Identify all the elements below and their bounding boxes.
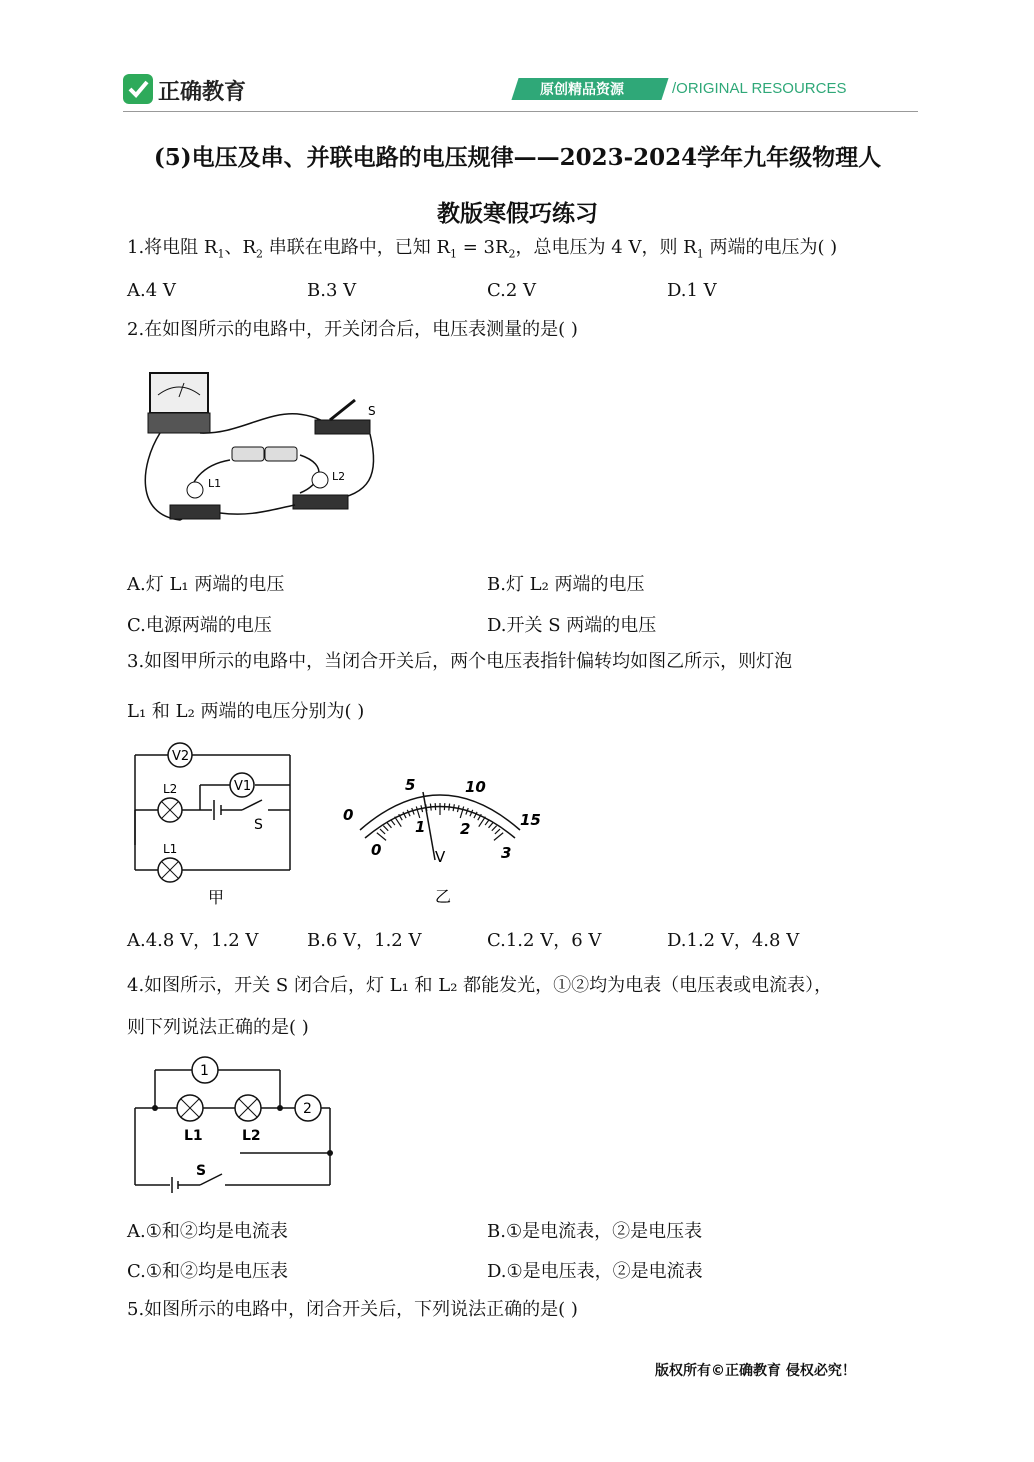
q2-option-a[interactable]: A.灯 L₁ 两端的电压	[127, 574, 285, 595]
q4-option-c[interactable]: C.①和②均是电压表	[127, 1261, 288, 1282]
q1-option-c[interactable]: C.2 V	[487, 280, 537, 301]
title-line-2: 教版寒假巧练习	[437, 200, 598, 227]
lamp-l1-symbol	[177, 1095, 203, 1144]
meter-tick	[489, 822, 494, 827]
q2-option-d[interactable]: D.开关 S 两端的电压	[487, 615, 657, 636]
v2-meter	[168, 743, 192, 767]
meter-tick	[383, 826, 388, 831]
svg-text:L2: L2	[163, 782, 178, 796]
q5-text: 5.如图所示的电路中，闭合开关后，下列说法正确的是( )	[127, 1299, 578, 1320]
meter-tick	[380, 829, 385, 834]
scale-top-10: 10	[465, 778, 486, 796]
svg-text:V2: V2	[172, 749, 190, 764]
page-title	[115, 130, 920, 242]
scale-top-5: 5	[405, 776, 416, 794]
svg-text:L1: L1	[208, 477, 222, 490]
q3-text-line-2: L₁ 和 L₂ 两端的电压分别为( )	[127, 701, 365, 722]
scale-bottom-2: 2	[460, 820, 471, 838]
label-yi: 乙	[435, 887, 452, 906]
svg-text:L1: L1	[163, 842, 178, 856]
label-jia: 甲	[208, 888, 225, 907]
switch-device	[315, 400, 376, 434]
q3-text-line-1: 3.如图甲所示的电路中，当闭合开关后，两个电压表指针偏转均如图乙所示，则灯泡	[127, 651, 793, 672]
lamp-l1	[170, 477, 221, 519]
q3-option-c[interactable]: C.1.2 V，6 V	[487, 930, 602, 951]
lamp-l1-symbol	[158, 842, 182, 882]
q4-option-d[interactable]: D.①是电压表，②是电流表	[487, 1261, 703, 1282]
q3-option-d[interactable]: D.1.2 V，4.8 V	[667, 930, 800, 951]
switch-label: S	[196, 1163, 207, 1179]
svg-text:L2: L2	[242, 1128, 261, 1144]
q2-option-b[interactable]: B.灯 L₂ 两端的电压	[487, 574, 645, 595]
q1-option-d[interactable]: D.1 V	[667, 280, 717, 301]
banner-cn: 原创精品资源	[540, 82, 624, 98]
logo-text: 正确教育	[158, 80, 247, 105]
scale-bottom-0: 0	[371, 841, 382, 859]
q3-option-a[interactable]: A.4.8 V，1.2 V	[127, 930, 259, 951]
meter-tick	[449, 804, 450, 811]
meter-tick	[387, 822, 392, 827]
switch-label: S	[254, 817, 263, 833]
scale-bottom-1: 1	[415, 818, 426, 836]
q3-meter-yi	[335, 770, 555, 910]
q2-circuit-figure	[130, 365, 380, 535]
meter-tick	[492, 826, 497, 831]
header-divider	[123, 111, 918, 112]
svg-text:V1: V1	[234, 779, 252, 794]
logo-check-icon	[123, 74, 153, 104]
meter-tick	[430, 804, 431, 811]
q2-option-c[interactable]: C.电源两端的电压	[127, 615, 272, 636]
q1-option-a[interactable]: A.4 V	[127, 280, 176, 301]
q1-text: 1.将电阻 $R_1$、$R_2$ 串联在电路中，已知 $R_1 = 3R_2$，总电压为 4 V，则 $R_1$ 两端的电压为( )	[127, 237, 838, 261]
q1-option-b[interactable]: B.3 V	[307, 280, 357, 301]
q4-option-a[interactable]: A.①和②均是电流表	[127, 1221, 288, 1242]
banner-en: /ORIGINAL RESOURCES	[672, 80, 847, 97]
scale-top-15: 15	[520, 811, 541, 829]
q4-text-line-2: 则下列说法正确的是( )	[127, 1017, 309, 1038]
scale-bottom-3: 3	[501, 844, 512, 862]
svg-text:1: 1	[200, 1063, 209, 1079]
scale-top-0: 0	[343, 806, 354, 824]
meter-tick	[485, 819, 489, 825]
v1-meter	[230, 773, 254, 797]
footer-copyright: 版权所有©正确教育 侵权必究！	[655, 1363, 856, 1379]
meter-tick	[479, 817, 486, 827]
lamp-l2-symbol	[158, 782, 182, 822]
voltmeter-device	[148, 373, 210, 433]
meter-tick	[391, 819, 395, 825]
q2-text: 2.在如图所示的电路中，开关闭合后，电压表测量的是( )	[127, 319, 578, 340]
meter-unit: V	[435, 848, 446, 866]
lamp-l2-symbol	[235, 1095, 261, 1144]
q3-circuit-jia	[130, 735, 310, 910]
meter-tick	[453, 804, 454, 811]
meter-tick	[495, 829, 500, 834]
meter-1	[192, 1057, 218, 1083]
svg-text:S: S	[368, 404, 376, 418]
lamp-l2	[293, 470, 348, 509]
q4-text-line-1: 4.如图所示，开关 S 闭合后，灯 L₁ 和 L₂ 都能发光，①②均为电表（电压表或电流表），	[127, 975, 833, 996]
meter-tick	[457, 805, 459, 812]
svg-text:2: 2	[303, 1101, 312, 1117]
q4-circuit-figure	[130, 1050, 345, 1200]
q4-option-b[interactable]: B.①是电流表，②是电压表	[487, 1221, 703, 1242]
meter-tick	[421, 805, 423, 812]
svg-text:L2: L2	[332, 470, 346, 483]
meter-tick	[395, 817, 402, 827]
title-line-1: (5)电压及串、并联电路的电压规律——2023-2024学年九年级物理人	[153, 144, 882, 171]
svg-text:L1: L1	[184, 1128, 203, 1144]
q3-option-b[interactable]: B.6 V，1.2 V	[307, 930, 422, 951]
meter-2	[295, 1095, 321, 1121]
battery-pack	[232, 447, 297, 461]
